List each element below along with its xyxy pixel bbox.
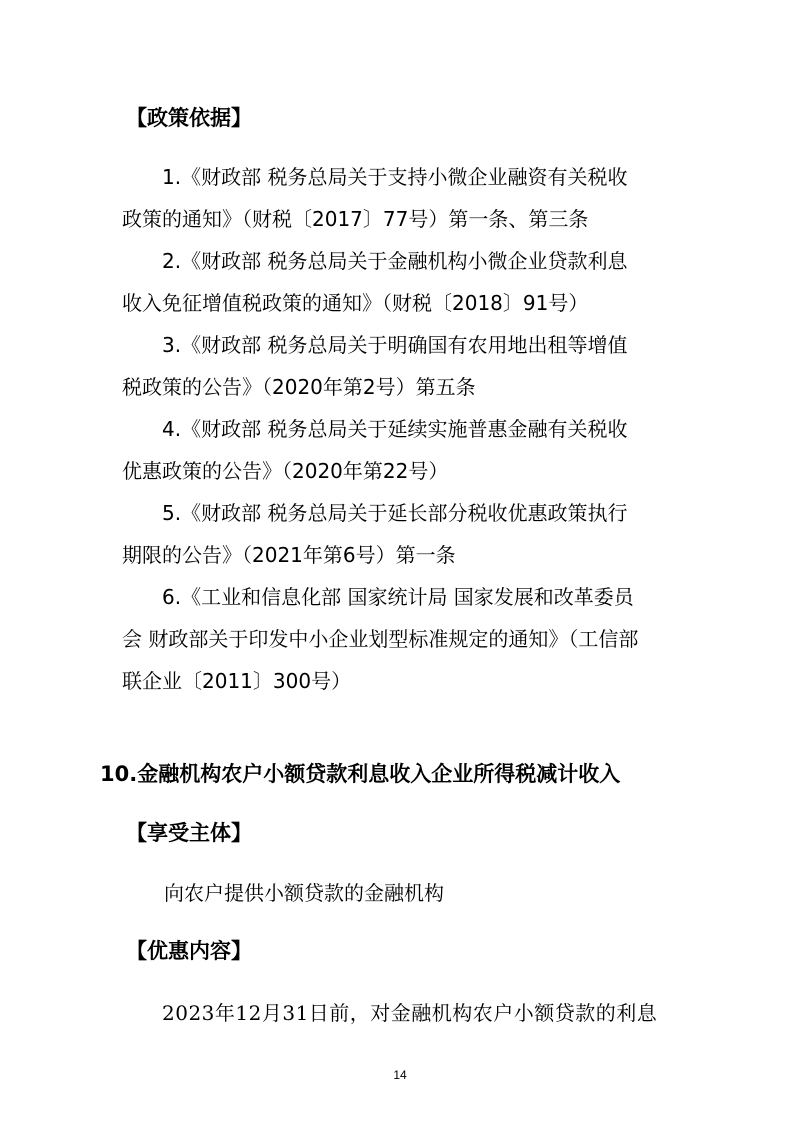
policy-item-2-line2: 收入免征增值税政策的通知》（财税〔2018〕91号） (122, 291, 589, 315)
policy-item-1 (122, 156, 682, 240)
policy-item-3-line2: 税政策的公告》（2020年第2号）第五条 (122, 375, 476, 399)
policy-item-2 (122, 240, 682, 324)
policy-item-6 (122, 576, 682, 702)
policy-item-4-line2: 优惠政策的公告》（2020年第22号） (122, 459, 449, 483)
policy-item-1-line2: 政策的通知》（财税〔2017〕77号）第一条、第三条 (122, 207, 589, 231)
benefit-heading: 【优惠内容】 (126, 939, 252, 963)
section-10-title: 10.金融机构农户小额贷款利息收入企业所得税减计收入 (100, 762, 621, 786)
policy-item-4 (122, 408, 682, 492)
policy-item-6-line1: 6.《工业和信息化部 国家统计局 国家发展和改革委员 (162, 585, 634, 609)
page-number: 14 (393, 1068, 407, 1082)
beneficiary-text: 向农户提供小额贷款的金融机构 (164, 881, 444, 905)
policy-item-6-line2: 会 财政部关于印发中小企业划型标准规定的通知》（工信部 (122, 627, 639, 651)
policy-item-5-line1: 5.《财政部 税务总局关于延长部分税收优惠政策执行 (162, 501, 628, 525)
policy-item-4-line1: 4.《财政部 税务总局关于延续实施普惠金融有关税收 (162, 417, 628, 441)
policy-item-5 (122, 492, 682, 576)
policy-item-6-line3: 联企业〔2011〕300号） (122, 669, 352, 693)
policy-item-1-line1: 1.《财政部 税务总局关于支持小微企业融资有关税收 (162, 165, 628, 189)
beneficiary-heading: 【享受主体】 (126, 821, 252, 845)
policy-basis-heading: 【政策依据】 (126, 106, 252, 130)
policy-item-3-line1: 3.《财政部 税务总局关于明确国有农用地出租等增值 (162, 333, 628, 357)
benefit-text: 2023年12月31日前，对金融机构农户小额贷款的利息 (162, 1001, 658, 1025)
policy-item-2-line1: 2.《财政部 税务总局关于金融机构小微企业贷款利息 (162, 249, 628, 273)
policy-item-3 (122, 324, 682, 408)
policy-item-5-line2: 期限的公告》（2021年第6号）第一条 (122, 543, 456, 567)
